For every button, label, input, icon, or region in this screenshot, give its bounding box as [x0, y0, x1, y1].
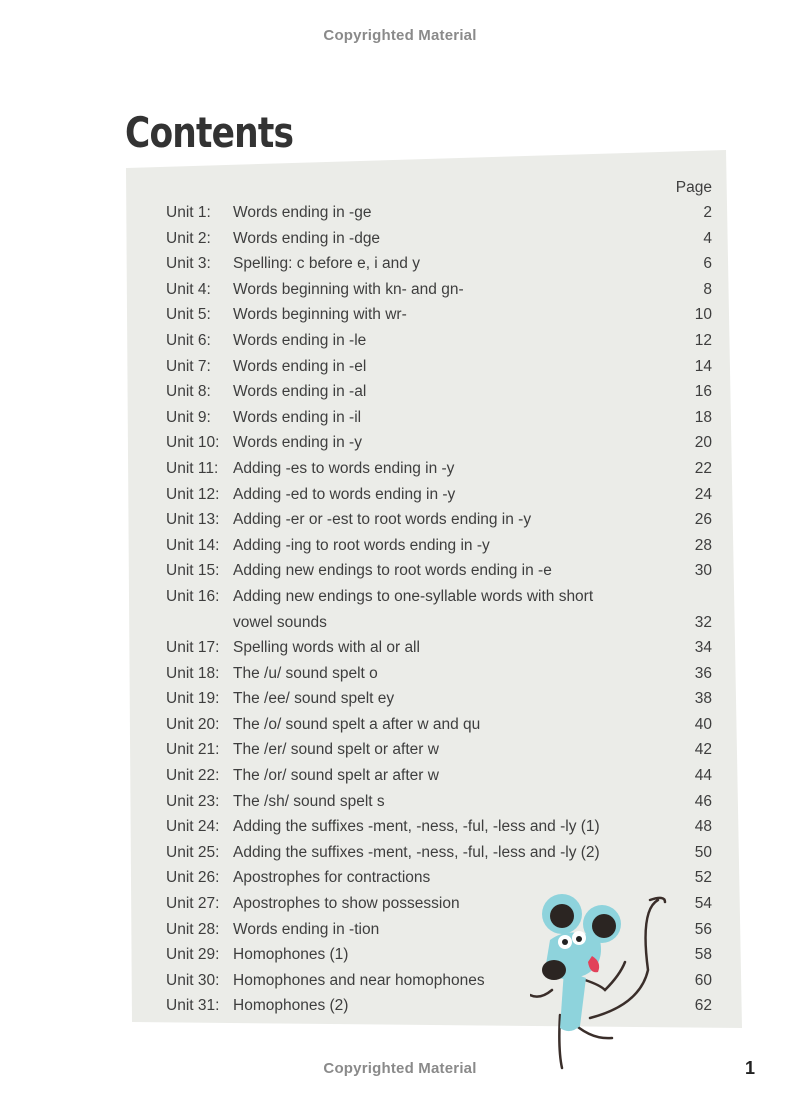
- toc-entry: [166, 328, 712, 354]
- toc-page-number: 12: [694, 331, 712, 349]
- toc-unit-label: Unit 12:: [166, 485, 220, 503]
- toc-entry-title: The /er/ sound spelt or after w: [233, 741, 439, 759]
- toc-entry-title: Adding -ing to root words ending in -y: [233, 536, 490, 554]
- page-column-header: Page: [675, 179, 712, 196]
- toc-unit-label: Unit 31:: [166, 997, 220, 1015]
- toc-entry-title: Words ending in -al: [233, 383, 367, 401]
- toc-unit-label: Unit 15:: [166, 562, 220, 580]
- toc-entry: [166, 737, 712, 763]
- toc-entry-title: Adding the suffixes -ment, -ness, -ful, -less and -ly (1): [233, 818, 600, 836]
- toc-page-number: 62: [694, 997, 712, 1015]
- toc-entry-title: The /sh/ sound spelt s: [233, 792, 385, 810]
- toc-page-number: 50: [694, 843, 712, 861]
- toc-entry: [166, 430, 712, 456]
- copyright-header: Copyrighted Material: [323, 27, 477, 44]
- toc-unit-label: Unit 23:: [166, 792, 220, 810]
- toc-entry-title: Spelling: c before e, i and y: [233, 255, 420, 273]
- toc-entry-title: Adding -ed to words ending in -y: [233, 485, 456, 503]
- toc-unit-label: Unit 1:: [166, 204, 211, 221]
- toc-page-number: 28: [694, 536, 712, 554]
- toc-entry: [166, 584, 712, 635]
- toc-page-number: 6: [703, 255, 712, 273]
- toc-page-number: 38: [694, 690, 712, 708]
- toc-entry-title: Words ending in -tion: [233, 920, 380, 938]
- copyright-footer: Copyrighted Material: [323, 1060, 477, 1077]
- toc-unit-label: Unit 5:: [166, 306, 211, 324]
- toc-page-number: 54: [694, 895, 712, 913]
- toc-entry-title: The /o/ sound spelt a after w and qu: [233, 715, 481, 733]
- toc-unit-label: Unit 26:: [166, 869, 220, 887]
- page-number: 1: [745, 1058, 756, 1078]
- toc-page-number: 30: [694, 562, 712, 580]
- toc-page-number: 16: [694, 383, 712, 401]
- toc-unit-label: Unit 30:: [166, 971, 220, 989]
- toc-entry-title: Words ending in -il: [233, 408, 362, 426]
- toc-entry-title: Homophones (2): [233, 997, 349, 1015]
- toc-page-number: 14: [694, 357, 712, 375]
- toc-unit-label: Unit 7:: [166, 357, 211, 375]
- toc-entry-title: The /or/ sound spelt ar after w: [233, 767, 439, 785]
- toc-entry-title: Homophones and near homophones: [233, 971, 485, 989]
- toc-unit-label: Unit 29:: [166, 946, 220, 964]
- toc-entry: [166, 533, 712, 559]
- toc-entry: [166, 405, 712, 431]
- toc-page-number: 10: [694, 306, 712, 324]
- toc-unit-label: Unit 2:: [166, 229, 211, 247]
- toc-entry: [166, 277, 712, 303]
- toc-entry: [166, 865, 712, 891]
- toc-unit-label: Unit 18:: [166, 664, 220, 682]
- toc-entry: [166, 482, 712, 508]
- toc-entry: [166, 840, 712, 866]
- toc-entry-title: Words beginning with kn- and gn-: [233, 280, 464, 298]
- toc-unit-label: Unit 25:: [166, 843, 220, 861]
- toc-page-number: 20: [694, 434, 712, 452]
- toc-unit-label: Unit 21:: [166, 741, 220, 759]
- toc-entry: [166, 814, 712, 840]
- toc-entry-title: Words ending in -y: [233, 434, 362, 452]
- toc-entry: [166, 507, 712, 533]
- toc-page-number: 8: [703, 280, 712, 298]
- toc-page-number: 40: [694, 715, 712, 733]
- mouse-illustration: [530, 890, 680, 1080]
- toc-unit-label: Unit 13:: [166, 511, 220, 529]
- toc-page-number: 48: [694, 818, 712, 836]
- toc-entry-title: Words ending in -le: [233, 331, 367, 349]
- toc-page-number: 24: [694, 485, 712, 503]
- toc-unit-label: Unit 22:: [166, 767, 220, 785]
- toc-entry-title: Words ending in -dge: [233, 229, 381, 247]
- toc-entry: [166, 200, 712, 226]
- toc-unit-label: Unit 9:: [166, 408, 211, 426]
- toc-entry: [166, 763, 712, 789]
- toc-entry: [166, 226, 712, 252]
- toc-page-number: 4: [703, 229, 712, 247]
- toc-unit-label: Unit 27:: [166, 895, 220, 913]
- toc-unit-label: Unit 20:: [166, 715, 220, 733]
- toc-unit-label: Unit 14:: [166, 536, 220, 554]
- toc-page-number: 36: [694, 664, 712, 682]
- toc-entry: [166, 789, 712, 815]
- toc-entry-title: Homophones (1): [233, 946, 349, 964]
- toc-entry: [166, 302, 712, 328]
- toc-page-number: 46: [694, 792, 712, 810]
- toc-entry: [166, 354, 712, 380]
- toc-page-number: 42: [694, 741, 712, 759]
- toc-page-number: 18: [694, 408, 712, 426]
- toc-entry-title: The /ee/ sound spelt ey: [233, 690, 395, 708]
- toc-page-number: 60: [694, 971, 712, 989]
- toc-entry-title: Words ending in -el: [233, 357, 367, 375]
- toc-entry-title: Apostrophes for contractions: [233, 869, 431, 887]
- toc-entry: [166, 456, 712, 482]
- toc-entry: [166, 635, 712, 661]
- toc-entry-title: Adding new endings to one-syllable words with short vowel sounds: [233, 587, 594, 631]
- toc-entry-title: Adding -er or -est to root words ending in -y: [233, 511, 532, 529]
- toc-unit-label: Unit 24:: [166, 818, 220, 836]
- toc-unit-label: Unit 4:: [166, 280, 211, 298]
- toc-entry: [166, 686, 712, 712]
- toc-unit-label: Unit 6:: [166, 331, 211, 349]
- toc-page-number: 22: [694, 459, 712, 477]
- toc-unit-label: Unit 16:: [166, 587, 220, 605]
- toc-page-number: 58: [694, 946, 712, 964]
- toc-unit-label: Unit 10:: [166, 434, 220, 452]
- toc-page-number: 44: [694, 767, 712, 785]
- toc-entry-title: Words ending in -ge: [233, 204, 372, 221]
- toc-page-number: 26: [694, 511, 712, 529]
- toc-entry: [166, 661, 712, 687]
- toc-page-number: 32: [694, 613, 712, 631]
- toc-page-number: 2: [703, 204, 712, 221]
- toc-page-number: 52: [694, 869, 712, 887]
- page-title: Contents: [125, 108, 294, 157]
- toc-unit-label: Unit 3:: [166, 255, 211, 273]
- toc-unit-label: Unit 17:: [166, 639, 220, 657]
- toc-entry: [166, 558, 712, 584]
- toc-entry: [166, 712, 712, 738]
- toc-page-number: 34: [694, 639, 712, 657]
- toc-entry-title: Adding new endings to root words ending in -e: [233, 562, 552, 580]
- toc-entry-title: Words beginning with wr-: [233, 306, 407, 324]
- toc-page-number: 56: [694, 920, 712, 938]
- toc-entry-title: Adding the suffixes -ment, -ness, -ful, -less and -ly (2): [233, 843, 600, 861]
- toc-unit-label: Unit 11:: [166, 459, 219, 477]
- toc-entry-title: The /u/ sound spelt o: [233, 664, 378, 682]
- toc-entry: [166, 379, 712, 405]
- toc-unit-label: Unit 19:: [166, 690, 220, 708]
- toc-unit-label: Unit 8:: [166, 383, 211, 401]
- toc-entry-title: Spelling words with al or all: [233, 639, 420, 657]
- toc-entry-title: Adding -es to words ending in -y: [233, 459, 455, 477]
- toc-entry: [166, 251, 712, 277]
- toc-entry-title: Apostrophes to show possession: [233, 895, 460, 913]
- toc-unit-label: Unit 28:: [166, 920, 220, 938]
